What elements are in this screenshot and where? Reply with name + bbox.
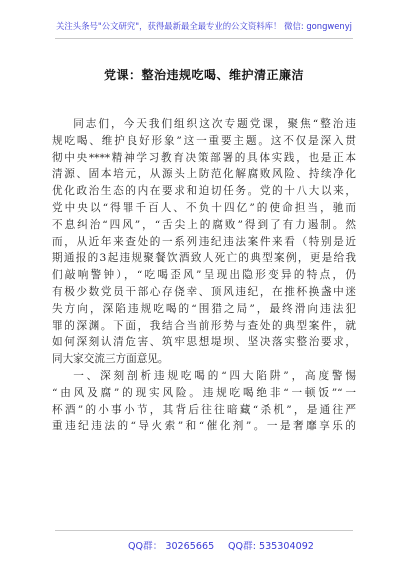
paragraph-line: 同大家交流三方面意见。 xyxy=(52,353,169,366)
paragraph-line: 一、深刻剖析违规吃喝的“四大陷阱”，高度警惕 xyxy=(73,369,356,382)
footer-divider xyxy=(55,530,353,531)
paragraph-line: 重违纪违法的“导火索”和“催化剂”。一是奢靡享乐的 xyxy=(52,420,356,433)
paragraph-line: 规吃喝、维护良好形象”这一重要主题。这不仅是深入贯 xyxy=(52,134,356,147)
paragraph-line: “由风及腐”的现实风险。违规吃喝绝非“一顿饭”“一 xyxy=(52,386,356,399)
document-body xyxy=(52,116,356,435)
paragraph-line: 如何深刻认清危害、筑牢思想堤坝、坚决落实整治要求， xyxy=(52,336,356,349)
paragraph-line: 们敲响警钟），“吃喝歪风”呈现出隐形变异的特点，仍 xyxy=(52,269,356,282)
footer-qq-group-2: QQ群: 535304092 xyxy=(228,541,314,552)
paragraph-line: 清源、固本培元，从源头上防范化解腐败风险、持续净化 xyxy=(52,168,356,181)
document-title: 党课：整治违规吃喝、维护清正廉洁 xyxy=(103,68,304,82)
paragraph-line: 杯酒”的小事小节，其背后往往暗藏“杀机”，是通往严 xyxy=(52,403,356,416)
paragraph-line: 罪的深渊。下面，我结合当前形势与查处的典型案件，就 xyxy=(52,319,356,332)
header-note: 关注头条号"公文研究"，获得最新最全最专业的公文资料库！ 微信: gongwenyj xyxy=(55,21,352,31)
footer-qq-group-1: QQ群： 30265665 xyxy=(128,541,215,552)
paragraph-line: 党中央以“得罪千百人、不负十四亿”的使命担当，驰而 xyxy=(52,201,356,214)
paragraph-line: 同志们，今天我们组织这次专题党课，聚焦“整治违 xyxy=(73,118,356,130)
paragraph-line: 彻中央****精神学习教育决策部署的具体实践，也是正本 xyxy=(52,151,356,164)
paragraph-line: 不息纠治“四风”，“舌尖上的腐败”得到了有力遏制。然 xyxy=(52,218,356,231)
header-divider xyxy=(55,38,353,39)
paragraph-line: 而，从近年来查处的一系列违纪违法案件来看（特别是近 xyxy=(52,235,356,248)
paragraph-line: 期通报的3起违规聚餐饮酒致人死亡的典型案例，更是给我 xyxy=(52,252,356,265)
paragraph-line: 优化政治生态的内在要求和迫切任务。党的十八大以来， xyxy=(52,185,356,198)
paragraph-line: 失方向，深陷违规吃喝的“围猎之局”，最终滑向违法犯 xyxy=(52,302,356,315)
paragraph-line: 有极少数党员干部心存侥幸、顶风违纪，在推杯换盏中迷 xyxy=(52,285,356,298)
